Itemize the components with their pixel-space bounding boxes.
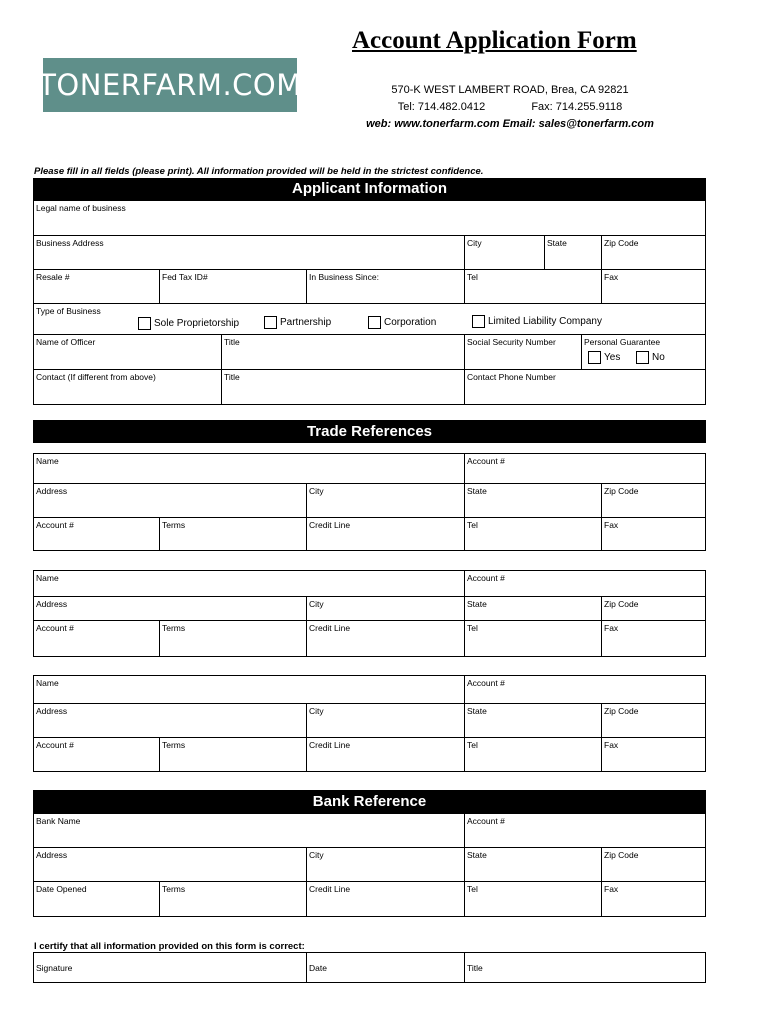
tel-field[interactable] [464, 270, 601, 303]
trade-ref-3-name-row [33, 675, 706, 704]
trade-ref-2-address-row [33, 596, 706, 621]
personal-guarantee-label: Personal Guarantee [584, 337, 661, 347]
bank-account-label: Account # [467, 816, 505, 826]
guarantee-no-option[interactable] [636, 351, 665, 364]
trade-ref-1-account-number-field[interactable] [34, 518, 159, 550]
guarantee-yes-option[interactable] [588, 351, 620, 364]
trade-ref-3-address-row [33, 703, 706, 738]
corporation-option[interactable] [368, 316, 436, 329]
guarantee-no-label: No [652, 352, 665, 364]
instructions: Please fill in all fields (please print). All information provided will be held in the strictest confidence. [34, 166, 484, 177]
bank-state-label: State [467, 850, 487, 860]
contact-phone-label: Contact Phone Number [467, 372, 556, 382]
partnership-option[interactable] [264, 316, 331, 329]
zip-label: Zip Code [604, 238, 639, 248]
state-field[interactable] [544, 236, 601, 269]
bank-fax-field[interactable] [601, 882, 705, 916]
trade-ref-1-name-field[interactable] [34, 454, 464, 483]
city-label: City [467, 238, 482, 248]
bank-name-label: Bank Name [36, 816, 81, 826]
form-title: Account Application Form [352, 27, 637, 54]
trade-ref-3-city-label: City [309, 706, 324, 716]
trade-ref-1-fax-label: Fax [604, 520, 619, 530]
trade-ref-2-terms-field[interactable] [159, 621, 306, 656]
company-tel: Tel: 714.482.0412 [397, 101, 486, 113]
logo-text: TONERFARM.COM [38, 68, 302, 102]
company-address: 570-K WEST LAMBERT ROAD, Brea, CA 92821 [391, 84, 629, 96]
trade-ref-1-fax-field[interactable] [601, 518, 705, 550]
trade-ref-2-account-field[interactable] [464, 571, 705, 596]
trade-ref-1-tel-label: Tel [467, 520, 478, 530]
date-opened-field[interactable] [34, 882, 159, 916]
trade-ref-2-terms-label: Terms [162, 623, 186, 633]
contact-label: Contact (If different from above) [36, 372, 156, 382]
trade-ref-1-terms-field[interactable] [159, 518, 306, 550]
trade-ref-1-account-row [33, 517, 706, 551]
fed-tax-field[interactable] [159, 270, 306, 303]
company-fax: Fax: 714.255.9118 [531, 101, 623, 113]
trade-ref-1-zip-field[interactable] [601, 484, 705, 517]
trade-ref-3-fax-field[interactable] [601, 738, 705, 771]
trade-ref-1-city-label: City [309, 486, 324, 496]
type-of-business-label: Type of Business [36, 306, 101, 316]
signature-date-field[interactable] [306, 953, 464, 982]
trade-ref-2-name-label: Name [36, 573, 59, 583]
bank-city-field[interactable] [306, 848, 464, 881]
trade-ref-2-tel-label: Tel [467, 623, 478, 633]
trade-ref-3-zip-field[interactable] [601, 704, 705, 737]
contact-title-label: Title [224, 372, 240, 382]
trade-ref-2-account-row [33, 620, 706, 657]
llc-option[interactable] [472, 315, 602, 328]
bank-account-field[interactable] [464, 814, 705, 847]
sole-proprietorship-label: Sole Proprietorship [154, 318, 240, 330]
bank-tel-field[interactable] [464, 882, 601, 916]
officer-row [33, 334, 706, 370]
certify-statement: I certify that all information provided on this form is correct: [34, 941, 305, 952]
signature-title-label: Title [467, 963, 483, 973]
trade-ref-1-state-field[interactable] [464, 484, 601, 517]
trade-ref-2-state-label: State [467, 599, 487, 609]
trade-ref-2-city-label: City [309, 599, 324, 609]
in-business-field[interactable] [306, 270, 464, 303]
bank-credit-field[interactable] [306, 882, 464, 916]
trade-ref-3-fax-label: Fax [604, 740, 619, 750]
officer-field[interactable] [34, 335, 221, 369]
trade-ref-3-account-number-label: Account # [36, 740, 74, 750]
trade-ref-2-name-row [33, 570, 706, 597]
contact-row [33, 369, 706, 405]
trade-ref-3-zip-label: Zip Code [604, 706, 639, 716]
trade-ref-3-tel-label: Tel [467, 740, 478, 750]
llc-checkbox[interactable] [472, 315, 485, 328]
trade-ref-2-address-field[interactable] [34, 597, 306, 620]
trade-ref-3-tel-field[interactable] [464, 738, 601, 771]
trade-ref-1-terms-label: Terms [162, 520, 186, 530]
bank-address-field[interactable] [34, 848, 306, 881]
tonerfarm-logo [38, 58, 302, 112]
trade-ref-3-account-label: Account # [467, 678, 505, 688]
bank-state-field[interactable] [464, 848, 601, 881]
bank-terms-label: Terms [162, 884, 186, 894]
trade-ref-2-account-number-field[interactable] [34, 621, 159, 656]
company-web-email: web: www.tonerfarm.com Email: sales@tonerfarm.com [366, 118, 654, 130]
zip-field[interactable] [601, 236, 705, 269]
resale-label: Resale # [36, 272, 70, 282]
officer-title-field[interactable] [221, 335, 464, 369]
tel-label: Tel [467, 272, 478, 282]
trade-ref-1-zip-label: Zip Code [604, 486, 639, 496]
trade-ref-3-address-label: Address [36, 706, 68, 716]
type-of-business-row [33, 303, 706, 335]
legal-name-field[interactable] [34, 201, 705, 235]
trade-ref-3-name-label: Name [36, 678, 59, 688]
corporation-checkbox[interactable] [368, 316, 381, 329]
bank-address-label: Address [36, 850, 68, 860]
trade-ref-1-credit-label: Credit Line [309, 520, 351, 530]
officer-title-label: Title [224, 337, 240, 347]
trade-heading: Trade References [33, 420, 706, 443]
officer-label: Name of Officer [36, 337, 96, 347]
in-business-label: In Business Since: [309, 272, 379, 282]
resale-row [33, 269, 706, 304]
trade-ref-3-state-label: State [467, 706, 487, 716]
trade-ref-1-credit-field[interactable] [306, 518, 464, 550]
trade-ref-1-state-label: State [467, 486, 487, 496]
bank-zip-field[interactable] [601, 848, 705, 881]
fax-field[interactable] [601, 270, 705, 303]
trade-ref-2-tel-field[interactable] [464, 621, 601, 656]
guarantee-yes-checkbox[interactable] [588, 351, 601, 364]
signature-title-field[interactable] [464, 953, 705, 982]
trade-ref-1-account-label: Account # [467, 456, 505, 466]
bank-fax-label: Fax [604, 884, 619, 894]
contact-title-field[interactable] [221, 370, 464, 404]
signature-field[interactable] [34, 953, 306, 982]
resale-field[interactable] [34, 270, 159, 303]
bank-date-row [33, 881, 706, 917]
business-address-row [33, 235, 706, 270]
trade-ref-3-account-row [33, 737, 706, 772]
trade-ref-2-credit-label: Credit Line [309, 623, 351, 633]
business-address-field[interactable] [34, 236, 464, 269]
trade-ref-2-address-label: Address [36, 599, 68, 609]
ssn-field[interactable] [464, 335, 581, 369]
llc-label: Limited Liability Company [488, 316, 602, 328]
bank-name-field[interactable] [34, 814, 464, 847]
trade-ref-1-name-label: Name [36, 456, 59, 466]
bank-name-row [33, 813, 706, 848]
business-address-label: Business Address [36, 238, 104, 248]
trade-ref-3-account-number-field[interactable] [34, 738, 159, 771]
bank-credit-label: Credit Line [309, 884, 351, 894]
corporation-label: Corporation [384, 317, 437, 329]
state-label: State [547, 238, 567, 248]
trade-ref-3-address-field[interactable] [34, 704, 306, 737]
applicant-heading: Applicant Information [33, 178, 706, 200]
trade-ref-2-name-field[interactable] [34, 571, 464, 596]
ssn-label: Social Security Number [467, 337, 556, 347]
trade-ref-3-state-field[interactable] [464, 704, 601, 737]
trade-ref-3-city-field[interactable] [306, 704, 464, 737]
personal-guarantee-field [581, 335, 705, 369]
bank-city-label: City [309, 850, 324, 860]
guarantee-no-checkbox[interactable] [636, 351, 649, 364]
bank-heading: Bank Reference [33, 790, 706, 813]
trade-ref-3-terms-label: Terms [162, 740, 186, 750]
trade-ref-2-state-field[interactable] [464, 597, 601, 620]
legal-name-label: Legal name of business [36, 203, 126, 213]
sole-proprietorship-option[interactable] [138, 317, 239, 330]
trade-ref-1-city-field[interactable] [306, 484, 464, 517]
trade-ref-3-credit-label: Credit Line [309, 740, 351, 750]
trade-ref-2-fax-field[interactable] [601, 621, 705, 656]
trade-ref-1-address-row [33, 483, 706, 518]
trade-ref-1-account-number-label: Account # [36, 520, 74, 530]
signature-label: Signature [36, 963, 73, 973]
city-field[interactable] [464, 236, 544, 269]
partnership-checkbox[interactable] [264, 316, 277, 329]
trade-ref-3-credit-field[interactable] [306, 738, 464, 771]
signature-date-label: Date [309, 963, 327, 973]
bank-tel-label: Tel [467, 884, 478, 894]
trade-ref-2-city-field[interactable] [306, 597, 464, 620]
trade-ref-2-account-label: Account # [467, 573, 505, 583]
trade-ref-1-account-field[interactable] [464, 454, 705, 483]
trade-ref-3-name-field[interactable] [34, 676, 464, 703]
contact-phone-field[interactable] [464, 370, 705, 404]
fed-tax-label: Fed Tax ID# [162, 272, 208, 282]
contact-field[interactable] [34, 370, 221, 404]
guarantee-yes-label: Yes [604, 352, 621, 364]
trade-ref-2-account-number-label: Account # [36, 623, 74, 633]
bank-zip-label: Zip Code [604, 850, 639, 860]
trade-ref-1-name-row [33, 453, 706, 484]
company-phone-line [300, 101, 720, 113]
trade-ref-2-zip-field[interactable] [601, 597, 705, 620]
trade-ref-3-terms-field[interactable] [159, 738, 306, 771]
trade-ref-1-address-field[interactable] [34, 484, 306, 517]
trade-ref-1-tel-field[interactable] [464, 518, 601, 550]
trade-ref-2-credit-field[interactable] [306, 621, 464, 656]
trade-ref-3-account-field[interactable] [464, 676, 705, 703]
fax-label: Fax [604, 272, 619, 282]
bank-terms-field[interactable] [159, 882, 306, 916]
trade-ref-2-zip-label: Zip Code [604, 599, 639, 609]
legal-name-row [33, 200, 706, 236]
date-opened-label: Date Opened [36, 884, 87, 894]
trade-ref-1-address-label: Address [36, 486, 68, 496]
signature-row [33, 952, 706, 983]
bank-address-row [33, 847, 706, 882]
trade-ref-2-fax-label: Fax [604, 623, 619, 633]
partnership-label: Partnership [280, 317, 332, 329]
sole-proprietorship-checkbox[interactable] [138, 317, 151, 330]
